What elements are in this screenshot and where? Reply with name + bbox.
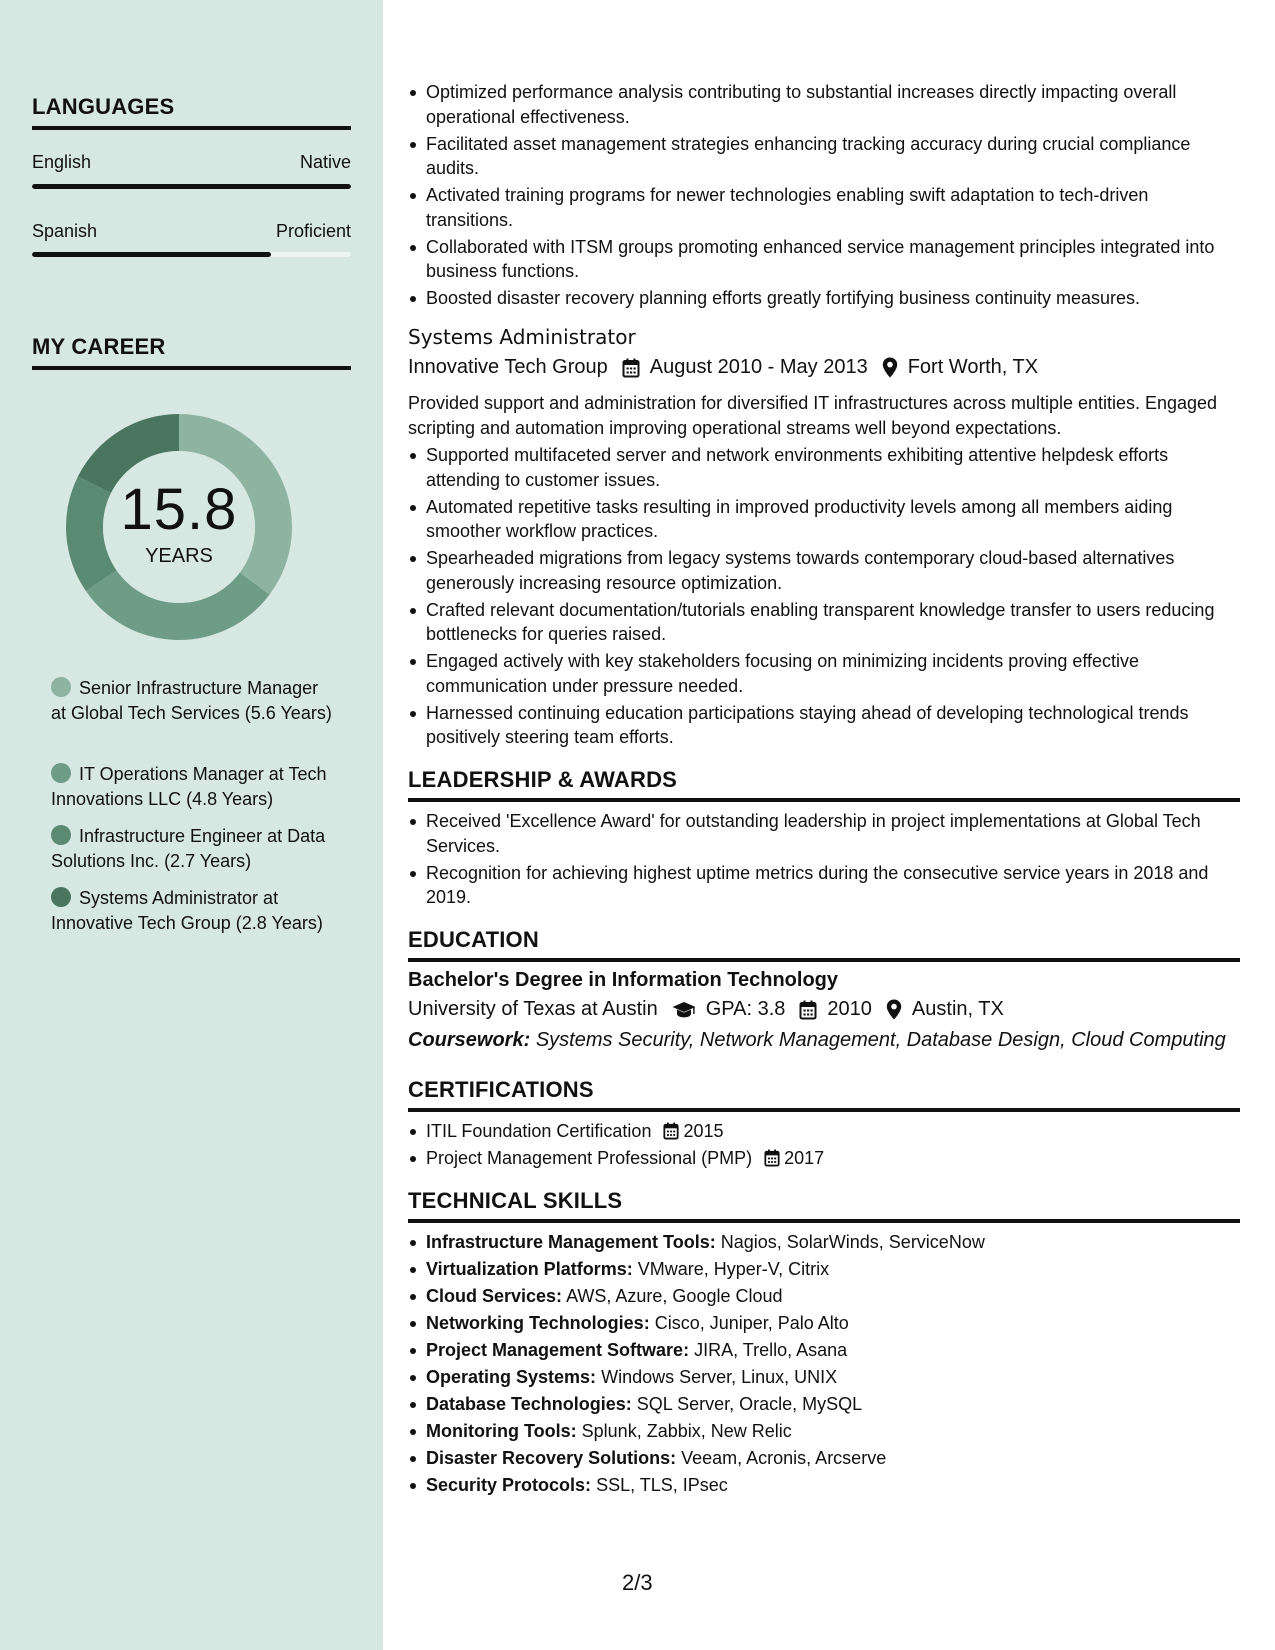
list-item	[408, 1311, 1240, 1336]
donut-center	[66, 414, 292, 640]
job-title: Systems Administrator	[408, 325, 636, 349]
list-item	[408, 1230, 1240, 1255]
career-legend-text: Infrastructure Engineer at Data Solutions Inc. (2.7 Years)	[51, 826, 326, 871]
legend-dot-icon	[51, 887, 71, 907]
skill-value: JIRA, Trello, Asana	[694, 1340, 848, 1360]
list-item: Automated repetitive tasks resulting in improved productivity levels among all members aiding smoother workflow practices.	[408, 495, 1240, 544]
list-item: Activated training programs for newer technologies enabling swift adaptation to tech-driven transitions.	[408, 183, 1240, 232]
skill-value: SQL Server, Oracle, MySQL	[636, 1394, 863, 1414]
career-total-years: 15.8	[120, 476, 238, 542]
previous-job-bullets	[408, 80, 1240, 313]
career-legend-item	[51, 886, 336, 935]
certification-name: Project Management Professional (PMP)	[426, 1148, 753, 1168]
skill-label: Security Protocols:	[426, 1475, 592, 1495]
career-legend-text: IT Operations Manager at Tech Innovations LLC (4.8 Years)	[51, 764, 327, 809]
career-legend-text: Senior Infrastructure Manager at Global Tech Services (5.6 Years)	[51, 678, 332, 723]
main-content	[408, 0, 1240, 1650]
calendar-icon	[764, 1149, 780, 1167]
list-item: Engaged actively with key stakeholders focusing on minimizing incidents proving effective communication under pressure needed.	[408, 649, 1240, 698]
skill-value: Windows Server, Linux, UNIX	[601, 1367, 838, 1387]
skill-label: Monitoring Tools:	[426, 1421, 577, 1441]
language-name: English	[32, 152, 92, 172]
job-meta	[408, 356, 1038, 379]
skill-label: Infrastructure Management Tools:	[426, 1232, 716, 1252]
list-item: Received 'Excellence Award' for outstanding leadership in project implementations at Global Tech Services.	[408, 809, 1240, 858]
education-meta	[408, 998, 1004, 1021]
list-item: Boosted disaster recovery planning efforts greatly fortifying business continuity measures.	[408, 286, 1240, 311]
career-legend-item	[51, 762, 336, 811]
job-dates: August 2010 - May 2013	[649, 356, 868, 378]
list-item: Spearheaded migrations from legacy systems towards contemporary cloud-based alternatives generously increasing resource optimization.	[408, 546, 1240, 595]
language-level: Proficient	[275, 221, 351, 241]
list-item: Optimized performance analysis contributing to substantial increases directly impacting overall operational effectiveness.	[408, 80, 1240, 129]
skill-label: Operating Systems:	[426, 1367, 597, 1387]
skills-list	[408, 1230, 1240, 1500]
list-item: Crafted relevant documentation/tutorials enabling transparent knowledge transfer to users reducing bottlenecks for queries raised.	[408, 598, 1240, 647]
calendar-icon	[663, 1122, 679, 1140]
sidebar	[0, 0, 383, 1650]
skill-label: Cloud Services:	[426, 1286, 563, 1306]
location-pin-icon	[882, 357, 898, 378]
calendar-icon	[799, 1000, 817, 1020]
skill-value: SSL, TLS, IPsec	[596, 1475, 728, 1495]
list-item: Facilitated asset management strategies enhancing tracking accuracy during crucial compliance audits.	[408, 132, 1240, 181]
language-bar	[32, 252, 351, 257]
skill-label: Disaster Recovery Solutions:	[426, 1448, 677, 1468]
legend-dot-icon	[51, 763, 71, 783]
career-legend-item	[51, 824, 336, 873]
language-level: Native	[299, 152, 351, 172]
skill-label: Networking Technologies:	[426, 1313, 650, 1333]
coursework-label: Coursework:	[408, 1029, 531, 1051]
job-summary: Provided support and administration for diversified IT infrastructures across multiple entities. Engaged scripting and automation improving operational streams well beyond expectations.	[408, 393, 1218, 438]
language-bar-fill	[32, 184, 351, 189]
certifications-heading: CERTIFICATIONS	[408, 1077, 1240, 1112]
career-total-unit: YEARS	[145, 544, 213, 567]
skill-value: Veeam, Acronis, Arcserve	[681, 1448, 887, 1468]
coursework-list: Systems Security, Network Management, Database Design, Cloud Computing	[535, 1029, 1226, 1051]
skill-label: Virtualization Platforms:	[426, 1259, 633, 1279]
leadership-heading: LEADERSHIP & AWARDS	[408, 767, 1240, 802]
graduation-year: 2010	[827, 998, 872, 1020]
skill-value: VMware, Hyper-V, Citrix	[637, 1259, 830, 1279]
leadership-list	[408, 809, 1240, 912]
list-item	[408, 1146, 1240, 1171]
job-bullets	[408, 443, 1240, 752]
skill-value: Cisco, Juniper, Palo Alto	[654, 1313, 849, 1333]
page-number: 2/3	[622, 1570, 653, 1595]
coursework	[408, 1029, 1226, 1052]
list-item: Recognition for achieving highest uptime metrics during the consecutive service years in 2018 and 2019.	[408, 861, 1240, 910]
gpa: GPA: 3.8	[705, 998, 786, 1020]
list-item	[408, 1446, 1240, 1471]
language-row	[32, 221, 351, 242]
list-item	[408, 1419, 1240, 1444]
list-item	[408, 1257, 1240, 1282]
legend-dot-icon	[51, 677, 71, 697]
skill-value: Splunk, Zabbix, New Relic	[581, 1421, 792, 1441]
legend-dot-icon	[51, 825, 71, 845]
list-item	[408, 1119, 1240, 1144]
school-name: University of Texas at Austin	[408, 998, 658, 1020]
skill-label: Project Management Software:	[426, 1340, 690, 1360]
list-item: Collaborated with ITSM groups promoting enhanced service management principles integrated into business functions.	[408, 235, 1240, 284]
education-heading: EDUCATION	[408, 927, 1240, 962]
calendar-icon	[622, 358, 640, 378]
degree-title: Bachelor's Degree in Information Technology	[408, 969, 839, 991]
language-name: Spanish	[32, 221, 98, 241]
certification-year: 2017	[784, 1148, 825, 1168]
language-bar	[32, 184, 351, 189]
list-item: Supported multifaceted server and network environments exhibiting attentive helpdesk efforts attending to customer issues.	[408, 443, 1240, 492]
list-item	[408, 1392, 1240, 1417]
list-item: Harnessed continuing education participations staying ahead of developing technological trends positively steering team efforts.	[408, 701, 1240, 750]
career-donut-chart	[66, 414, 292, 640]
list-item	[408, 1365, 1240, 1390]
skill-value: Nagios, SolarWinds, ServiceNow	[720, 1232, 985, 1252]
location-pin-icon	[886, 999, 902, 1020]
list-item	[408, 1338, 1240, 1363]
career-legend-item	[51, 676, 336, 725]
company-name: Innovative Tech Group	[408, 356, 608, 378]
job-location: Fort Worth, TX	[907, 356, 1039, 378]
graduation-cap-icon	[672, 1001, 696, 1019]
certifications-list	[408, 1119, 1240, 1173]
skill-value: AWS, Azure, Google Cloud	[566, 1286, 783, 1306]
certification-year: 2015	[683, 1121, 724, 1141]
skills-heading: TECHNICAL SKILLS	[408, 1188, 1240, 1223]
languages-heading: LANGUAGES	[32, 94, 351, 130]
list-item	[408, 1284, 1240, 1309]
list-item	[408, 1473, 1240, 1498]
career-legend-text: Systems Administrator at Innovative Tech Group (2.8 Years)	[51, 888, 323, 933]
language-bar-fill	[32, 252, 271, 257]
certification-name: ITIL Foundation Certification	[426, 1121, 652, 1141]
skill-label: Database Technologies:	[426, 1394, 632, 1414]
school-location: Austin, TX	[911, 998, 1004, 1020]
career-heading: MY CAREER	[32, 334, 351, 370]
language-row	[32, 152, 351, 173]
